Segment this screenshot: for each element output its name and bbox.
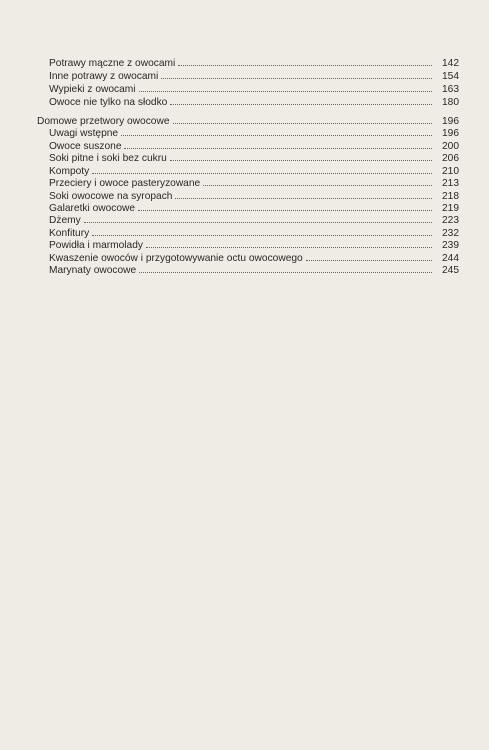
dot-leader — [121, 126, 432, 136]
dot-leader — [161, 69, 432, 79]
toc-entry — [0, 56, 489, 69]
dot-leader — [203, 176, 432, 186]
dot-leader — [170, 151, 432, 161]
dot-leader — [146, 238, 432, 248]
toc-entry — [0, 213, 489, 226]
toc-entry-page: 154 — [442, 71, 459, 82]
dot-leader — [124, 139, 432, 149]
toc-entry-page: 180 — [442, 97, 459, 108]
toc-entry-title: Soki pitne i soki bez cukru — [49, 153, 167, 164]
toc-section-title: Domowe przetwory owocowe — [37, 116, 170, 127]
toc-entry-page: 239 — [442, 240, 459, 251]
dot-leader — [306, 251, 432, 261]
dot-leader — [139, 82, 432, 92]
toc-entry-title: Powidła i marmolady — [49, 240, 143, 251]
toc-entry-title: Soki owocowe na syropach — [49, 191, 173, 202]
toc-entry-page: 142 — [442, 58, 459, 69]
toc-entry-title: Galaretki owocowe — [49, 203, 136, 214]
dot-leader — [92, 164, 432, 174]
toc-entry-title: Potrawy mączne z owocami — [49, 58, 176, 69]
dot-leader — [84, 213, 432, 223]
toc-entry-title: Owoce suszone — [49, 141, 122, 152]
toc-entry-title: Owoce nie tylko na słodko — [49, 97, 168, 108]
toc-entry-page: 200 — [442, 141, 459, 152]
dot-leader — [173, 114, 433, 124]
toc-entry-title: Konfitury — [49, 228, 90, 239]
toc-entry-page: 223 — [442, 215, 459, 226]
toc-section-page: 196 — [442, 116, 459, 127]
dot-leader — [175, 189, 432, 199]
toc-entry — [0, 95, 489, 108]
toc-entry-page: 245 — [442, 265, 459, 276]
toc-entry-title: Dżemy — [49, 215, 81, 226]
toc-entry — [0, 151, 489, 164]
toc-entry — [0, 238, 489, 251]
toc-entry-title: Przeciery i owoce pasteryzowane — [49, 178, 201, 189]
toc-entry-page: 218 — [442, 191, 459, 202]
toc-entry-page: 210 — [442, 166, 459, 177]
toc-entry — [0, 82, 489, 95]
toc-entry — [0, 69, 489, 82]
toc-entry-title: Kompoty — [49, 166, 90, 177]
toc-entry-page: 196 — [442, 128, 459, 139]
dot-leader — [178, 56, 432, 66]
dot-leader — [92, 226, 432, 236]
toc-entry-title: Kwaszenie owoców i przygotowywanie octu owocowego — [49, 253, 303, 264]
toc-entry-page: 206 — [442, 153, 459, 164]
toc-entry-page: 163 — [442, 84, 459, 95]
toc-entry-title: Uwagi wstępne — [49, 128, 119, 139]
toc-entry-page: 213 — [442, 178, 459, 189]
toc-entry-page: 219 — [442, 203, 459, 214]
toc-entry-title: Wypieki z owocami — [49, 84, 136, 95]
toc-entry-page: 244 — [442, 253, 459, 264]
toc-entry-title: Inne potrawy z owocami — [49, 71, 159, 82]
toc-entry-title: Marynaty owocowe — [49, 265, 137, 276]
toc-entry-page: 232 — [442, 228, 459, 239]
dot-leader — [170, 95, 432, 105]
toc-entry — [0, 176, 489, 189]
dot-leader — [138, 201, 432, 211]
toc-entry — [0, 126, 489, 139]
